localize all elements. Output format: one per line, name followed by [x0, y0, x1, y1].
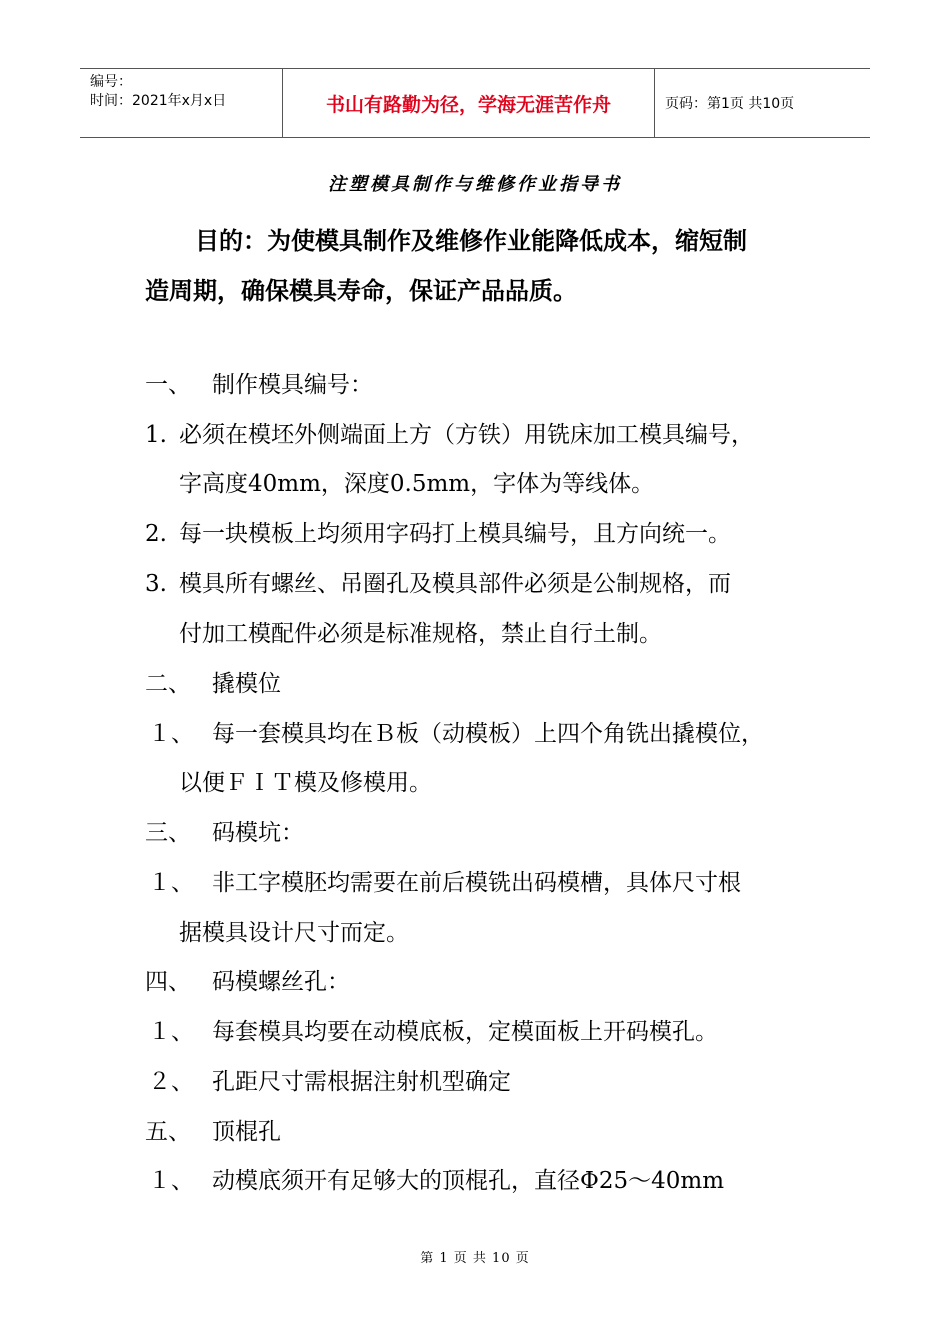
header-meta-cell — [80, 69, 283, 137]
item-text: 必须在模坯外侧端面上方（方铁）用铣床加工模具编号， — [179, 422, 754, 448]
list-item — [148, 1166, 724, 1196]
item-continuation: 付加工模配件必须是标准规格，禁止自行土制。 — [179, 621, 662, 647]
list-item — [148, 719, 764, 749]
item-text: 每一套模具均在Ｂ板（动模板）上四个角铣出撬模位， — [212, 721, 764, 747]
item-marker: 1. — [145, 422, 167, 448]
purpose-line-1: 目的：为使模具制作及维修作业能降低成本，缩短制 — [195, 227, 747, 255]
item-marker: １、 — [148, 1168, 194, 1194]
item-marker: １、 — [148, 721, 194, 747]
item-marker: １、 — [148, 1019, 194, 1045]
item-text: 孔距尺寸需根据注射机型确定 — [212, 1069, 511, 1095]
section-marker: 四、 — [145, 969, 191, 995]
item-text: 模具所有螺丝、吊圈孔及模具部件必须是公制规格，而 — [179, 571, 731, 597]
item-marker: ２、 — [148, 1069, 194, 1095]
section-heading — [145, 818, 304, 848]
section-title: 码模螺丝孔： — [212, 969, 350, 995]
list-item — [148, 868, 741, 898]
list-item — [148, 1067, 511, 1097]
list-item — [145, 519, 731, 549]
list-item — [145, 420, 754, 450]
list-item — [148, 1017, 718, 1047]
section-marker: 三、 — [145, 820, 191, 846]
section-title: 制作模具编号： — [212, 372, 373, 398]
item-text: 每套模具均要在动模底板，定模面板上开码模孔。 — [212, 1019, 718, 1045]
purpose-line-2: 造周期，确保模具寿命，保证产品品质。 — [145, 277, 577, 305]
item-continuation: 据模具设计尺寸而定。 — [179, 920, 409, 946]
section-title: 撬模位 — [212, 671, 281, 697]
header-motto: 书山有路勤为径，学海无涯苦作舟 — [283, 69, 655, 137]
item-marker: １、 — [148, 870, 194, 896]
section-heading — [145, 1117, 281, 1147]
item-marker: 2. — [145, 521, 167, 547]
item-text: 非工字模胚均需要在前后模铣出码模槽，具体尺寸根 — [212, 870, 741, 896]
section-marker: 一、 — [145, 372, 191, 398]
document-date-label: 时间：2021年x月x日 — [90, 93, 227, 109]
item-text: 动模底须开有足够大的顶棍孔，直径Φ25～40mm — [212, 1168, 725, 1194]
item-continuation: 以便ＦＩＴ模及修模用。 — [179, 770, 432, 796]
page-footer: 第 1 页 共 10 页 — [420, 1251, 530, 1266]
section-marker: 二、 — [145, 671, 191, 697]
document-title: 注塑模具制作与维修作业指导书 — [328, 174, 622, 195]
section-marker: 五、 — [145, 1119, 191, 1145]
header-page-info: 页码：第1页 共10页 — [665, 96, 795, 112]
item-text: 每一块模板上均须用字码打上模具编号，且方向统一。 — [179, 521, 731, 547]
purpose-paragraph — [145, 216, 825, 316]
section-title: 码模坑： — [212, 820, 304, 846]
section-heading — [145, 967, 350, 997]
section-heading — [145, 370, 373, 400]
document-number-label: 编号： — [90, 74, 132, 90]
document-header — [80, 68, 870, 138]
item-continuation: 字高度40mm，深度0.5mm，字体为等线体。 — [179, 471, 655, 497]
list-item — [145, 569, 731, 599]
section-title: 顶棍孔 — [212, 1119, 281, 1145]
item-marker: 3. — [145, 571, 167, 597]
section-heading — [145, 669, 281, 699]
